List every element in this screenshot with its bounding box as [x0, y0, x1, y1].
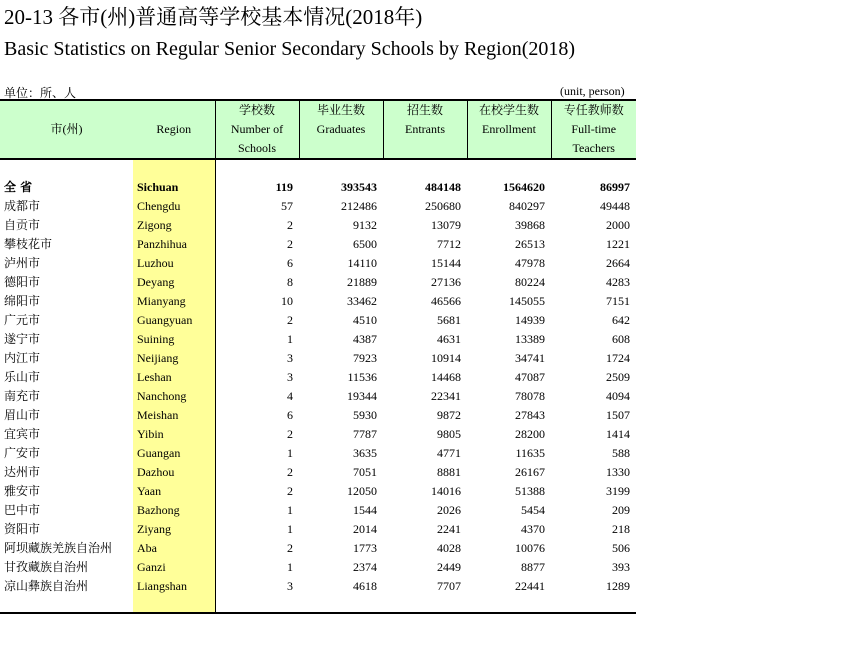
cell-entrants: 7712	[437, 237, 461, 251]
cell-graduates: 19344	[347, 389, 377, 403]
cell-teachers: 4094	[606, 389, 630, 403]
cell-graduates: 5930	[353, 408, 377, 422]
cell-name-en: Deyang	[133, 273, 215, 292]
cell-name-cn: 雅安市	[4, 484, 41, 498]
table-row	[0, 444, 636, 463]
cell-name-cn: 南充市	[4, 389, 41, 403]
cell-teachers: 1414	[606, 427, 630, 441]
cell-enrollment: 47978	[515, 256, 545, 270]
statistics-table	[0, 99, 636, 614]
cell-schools: 2	[215, 482, 299, 501]
total-teachers: 86997	[600, 180, 630, 194]
cell-name-en: Bazhong	[133, 501, 215, 520]
unit-label-cn: 单位：所、人	[4, 86, 77, 100]
cell-entrants: 8881	[437, 465, 461, 479]
header-city-cn: 市(州)	[0, 100, 133, 159]
cell-entrants: 14016	[431, 484, 461, 498]
cell-enrollment: 10076	[515, 541, 545, 555]
cell-teachers: 393	[612, 560, 630, 574]
table-row	[0, 368, 636, 387]
cell-teachers: 1507	[606, 408, 630, 422]
cell-entrants: 2241	[437, 522, 461, 536]
cell-name-cn: 达州市	[4, 465, 41, 479]
cell-schools: 1	[215, 330, 299, 349]
table-row	[0, 539, 636, 558]
cell-name-cn: 广安市	[4, 446, 41, 460]
cell-teachers: 608	[612, 332, 630, 346]
cell-schools: 2	[215, 235, 299, 254]
cell-teachers: 2664	[606, 256, 630, 270]
cell-name-en: Nanchong	[133, 387, 215, 406]
cell-name-en: Leshan	[133, 368, 215, 387]
cell-enrollment: 51388	[515, 484, 545, 498]
header-entrants: 招生数 Entrants	[383, 100, 467, 159]
cell-schools: 57	[215, 197, 299, 216]
table-row	[0, 349, 636, 368]
cell-enrollment: 34741	[515, 351, 545, 365]
cell-entrants: 2026	[437, 503, 461, 517]
cell-name-en: Suining	[133, 330, 215, 349]
cell-schools: 2	[215, 311, 299, 330]
total-entrants: 484148	[425, 180, 461, 194]
cell-schools: 2	[215, 425, 299, 444]
cell-teachers: 209	[612, 503, 630, 517]
header-region: Region	[133, 100, 215, 159]
table-row	[0, 482, 636, 501]
unit-label-en: (unit, person)	[560, 84, 625, 98]
total-row	[0, 178, 636, 197]
cell-name-en: Neijiang	[133, 349, 215, 368]
cell-graduates: 9132	[353, 218, 377, 232]
cell-teachers: 2509	[606, 370, 630, 384]
cell-schools: 1	[215, 558, 299, 577]
cell-entrants: 10914	[431, 351, 461, 365]
cell-graduates: 212486	[341, 199, 377, 213]
cell-name-en: Aba	[133, 539, 215, 558]
table-row	[0, 311, 636, 330]
cell-entrants: 13079	[431, 218, 461, 232]
cell-name-cn: 攀枝花市	[4, 237, 53, 251]
cell-schools: 1	[215, 444, 299, 463]
cell-schools: 4	[215, 387, 299, 406]
cell-name-en: Guangyuan	[133, 311, 215, 330]
cell-entrants: 4631	[437, 332, 461, 346]
cell-schools: 6	[215, 254, 299, 273]
cell-enrollment: 26167	[515, 465, 545, 479]
table-row	[0, 235, 636, 254]
cell-graduates: 4510	[353, 313, 377, 327]
table-bottom-row	[0, 596, 636, 613]
cell-graduates: 4618	[353, 579, 377, 593]
cell-graduates: 21889	[347, 275, 377, 289]
cell-name-en: Yibin	[133, 425, 215, 444]
header-teachers: 专任教师数 Full-time Teachers	[551, 100, 636, 159]
cell-name-en: Meishan	[133, 406, 215, 425]
cell-graduates: 4387	[353, 332, 377, 346]
cell-name-cn: 甘孜藏族自治州	[4, 560, 89, 574]
cell-enrollment: 840297	[509, 199, 545, 213]
cell-enrollment: 26513	[515, 237, 545, 251]
table-row	[0, 406, 636, 425]
cell-name-cn: 宜宾市	[4, 427, 41, 441]
cell-name-cn: 乐山市	[4, 370, 41, 384]
cell-schools: 3	[215, 577, 299, 596]
cell-enrollment: 47087	[515, 370, 545, 384]
cell-enrollment: 11635	[515, 446, 545, 460]
cell-schools: 3	[215, 368, 299, 387]
table-header	[0, 100, 636, 159]
header-graduates: 毕业生数 Graduates	[299, 100, 383, 159]
cell-name-cn: 自贡市	[4, 218, 41, 232]
table-row	[0, 216, 636, 235]
cell-teachers: 1221	[606, 237, 630, 251]
cell-enrollment: 4370	[521, 522, 545, 536]
table-row	[0, 387, 636, 406]
total-graduates: 393543	[341, 180, 377, 194]
cell-teachers: 2000	[606, 218, 630, 232]
cell-entrants: 14468	[431, 370, 461, 384]
cell-enrollment: 78078	[515, 389, 545, 403]
cell-graduates: 33462	[347, 294, 377, 308]
cell-name-en: Liangshan	[133, 577, 215, 596]
cell-teachers: 49448	[600, 199, 630, 213]
cell-graduates: 1773	[353, 541, 377, 555]
spacer-row	[0, 159, 636, 178]
header-schools: 学校数 Number of Schools	[215, 100, 299, 159]
table-row	[0, 577, 636, 596]
cell-schools: 3	[215, 349, 299, 368]
table-row	[0, 558, 636, 577]
table-row	[0, 520, 636, 539]
cell-entrants: 5681	[437, 313, 461, 327]
cell-enrollment: 8877	[521, 560, 545, 574]
cell-schools: 10	[215, 292, 299, 311]
cell-enrollment: 22441	[515, 579, 545, 593]
cell-name-cn: 泸州市	[4, 256, 41, 270]
cell-name-en: Ziyang	[133, 520, 215, 539]
cell-name-en: Chengdu	[133, 197, 215, 216]
cell-teachers: 7151	[606, 294, 630, 308]
cell-name-en: Guangan	[133, 444, 215, 463]
cell-schools: 6	[215, 406, 299, 425]
cell-name-cn: 凉山彝族自治州	[4, 579, 89, 593]
table-row	[0, 292, 636, 311]
cell-name-cn: 遂宁市	[4, 332, 41, 346]
cell-name-cn: 资阳市	[4, 522, 41, 536]
table-body	[0, 159, 636, 613]
cell-name-en: Ganzi	[133, 558, 215, 577]
cell-schools: 2	[215, 216, 299, 235]
total-enrollment: 1564620	[503, 180, 545, 194]
cell-schools: 8	[215, 273, 299, 292]
cell-graduates: 14110	[347, 256, 377, 270]
cell-entrants: 4771	[437, 446, 461, 460]
cell-entrants: 4028	[437, 541, 461, 555]
cell-teachers: 642	[612, 313, 630, 327]
cell-graduates: 7051	[353, 465, 377, 479]
cell-graduates: 12050	[347, 484, 377, 498]
cell-enrollment: 5454	[521, 503, 545, 517]
cell-name-cn: 广元市	[4, 313, 41, 327]
cell-name-en: Panzhihua	[133, 235, 215, 254]
cell-teachers: 1289	[606, 579, 630, 593]
cell-graduates: 7923	[353, 351, 377, 365]
page-title-cn: 20-13 各市(州)普通高等学校基本情况(2018年)	[4, 5, 423, 29]
page-title-en: Basic Statistics on Regular Senior Secondary Schools by Region(2018)	[4, 38, 576, 60]
table-row	[0, 463, 636, 482]
cell-teachers: 4283	[606, 275, 630, 289]
table-row	[0, 273, 636, 292]
cell-entrants: 15144	[431, 256, 461, 270]
cell-schools: 1	[215, 520, 299, 539]
cell-graduates: 2374	[353, 560, 377, 574]
cell-name-en: Yaan	[133, 482, 215, 501]
cell-graduates: 11536	[347, 370, 377, 384]
cell-enrollment: 28200	[515, 427, 545, 441]
cell-graduates: 7787	[353, 427, 377, 441]
table-row	[0, 425, 636, 444]
cell-teachers: 1724	[606, 351, 630, 365]
cell-entrants: 9872	[437, 408, 461, 422]
cell-graduates: 3635	[353, 446, 377, 460]
cell-name-cn: 巴中市	[4, 503, 41, 517]
cell-name-cn: 阿坝藏族羌族自治州	[4, 541, 113, 555]
cell-teachers: 588	[612, 446, 630, 460]
table-row	[0, 330, 636, 349]
cell-enrollment: 14939	[515, 313, 545, 327]
cell-enrollment: 27843	[515, 408, 545, 422]
cell-schools: 1	[215, 501, 299, 520]
cell-entrants: 46566	[431, 294, 461, 308]
cell-graduates: 6500	[353, 237, 377, 251]
cell-teachers: 3199	[606, 484, 630, 498]
cell-enrollment: 13389	[515, 332, 545, 346]
cell-entrants: 22341	[431, 389, 461, 403]
table-row	[0, 501, 636, 520]
cell-name-en: Zigong	[133, 216, 215, 235]
cell-name-cn: 眉山市	[4, 408, 41, 422]
cell-entrants: 27136	[431, 275, 461, 289]
cell-name-en: Dazhou	[133, 463, 215, 482]
cell-graduates: 2014	[353, 522, 377, 536]
cell-schools: 2	[215, 539, 299, 558]
cell-entrants: 250680	[425, 199, 461, 213]
cell-teachers: 506	[612, 541, 630, 555]
cell-name-cn: 成都市	[4, 199, 41, 213]
cell-enrollment: 145055	[509, 294, 545, 308]
total-name-en: Sichuan	[133, 178, 215, 197]
cell-entrants: 7707	[437, 579, 461, 593]
cell-teachers: 218	[612, 522, 630, 536]
cell-name-en: Luzhou	[133, 254, 215, 273]
cell-teachers: 1330	[606, 465, 630, 479]
total-schools: 119	[215, 178, 299, 197]
cell-name-en: Mianyang	[133, 292, 215, 311]
cell-schools: 2	[215, 463, 299, 482]
cell-entrants: 2449	[437, 560, 461, 574]
table-row	[0, 197, 636, 216]
cell-name-cn: 德阳市	[4, 275, 41, 289]
total-name-cn: 全 省	[4, 180, 33, 194]
cell-entrants: 9805	[437, 427, 461, 441]
header-enrollment: 在校学生数 Enrollment	[467, 100, 551, 159]
cell-enrollment: 39868	[515, 218, 545, 232]
table-row	[0, 254, 636, 273]
cell-graduates: 1544	[353, 503, 377, 517]
cell-name-cn: 绵阳市	[4, 294, 41, 308]
cell-name-cn: 内江市	[4, 351, 41, 365]
cell-enrollment: 80224	[515, 275, 545, 289]
